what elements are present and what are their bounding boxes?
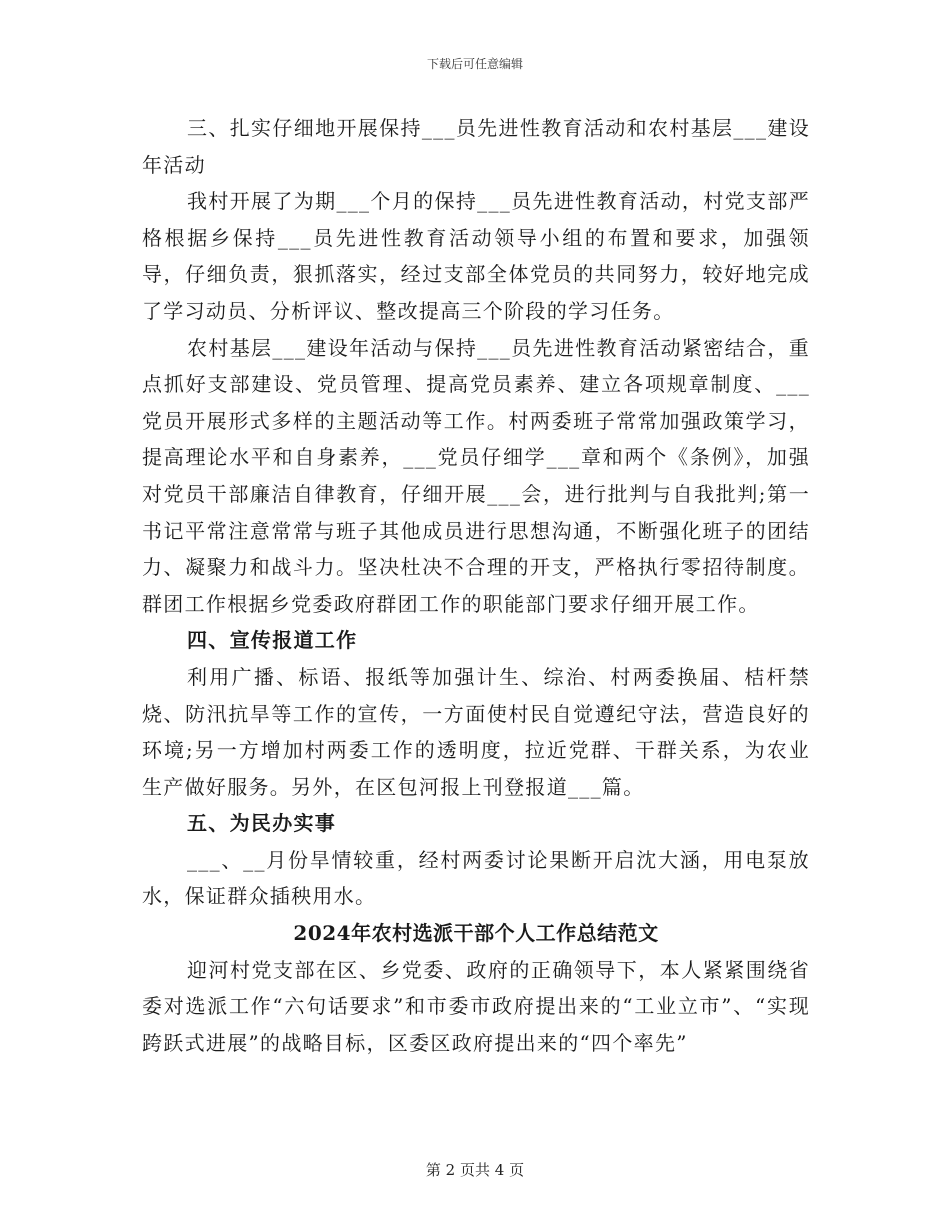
- paragraph: 我村开展了为期___个月的保持___员先进性教育活动，村党支部严格根据乡保持___员先进性教育活动领导小组的布置和要求，加强领导，仔细负责，狠抓落实，经过支部全体党员的共同努力，较好地完成了学习动员、分析评议、整改提高三个阶段的学习任务。: [142, 189, 810, 323]
- page-header: 下载后可任意编辑: [426, 57, 523, 71]
- section-5-heading: 五、为民办实事: [187, 811, 337, 836]
- page-footer: 第 2 页共 4 页: [425, 1161, 525, 1179]
- section-4-heading: 四、宣传报道工作: [187, 628, 358, 653]
- paragraph: ___、__月份旱情较重，经村两委讨论果断开启沈大涵，用电泵放水，保证群众插秧用水。: [142, 847, 810, 909]
- paragraph: 农村基层___建设年活动与保持___员先进性教育活动紧密结合，重点抓好支部建设、党员管理、提高党员素养、建立各项规章制度、___党员开展形式多样的主题活动等工作。村两委班子常常加强政策学习，提高理论水平和自身素养，___党员仔细学___章和两个《条例》，加强对党员干部廉洁自律教育，仔细开展___会，进行批判与自我批判;第一书记平常注意常常与班子其他成员进行思想沟通，不断强化班子的团结力、凝聚力和战斗力。坚决杜决不合理的开支，严格执行零招待制度。群团工作根据乡党委政府群团工作的职能部门要求仔细开展工作。: [142, 335, 810, 616]
- section-3-heading: 三、扎实仔细地开展保持___员先进性教育活动和农村基层___建设年活动: [142, 116, 810, 177]
- document-body: [142, 110, 810, 1061]
- paragraph: 迎河村党支部在区、乡党委、政府的正确领导下，本人紧紧围绕省委对选派工作“六句话要求”和市委市政府提出来的“工业立市”、“实现跨跃式进展”的战略目标，区委区政府提出来的“四个率先”: [142, 957, 810, 1055]
- paragraph: 利用广播、标语、报纸等加强计生、综治、村两委换届、桔杆禁烧、防汛抗旱等工作的宣传，一方面使村民自觉遵纪守法，营造良好的环境;另一方增加村两委工作的透明度，拉近党群、干群关系，为农业生产做好服务。另外，在区包河报上刊登报道___篇。: [142, 664, 810, 799]
- document-title: 2024年农村选派干部个人工作总结范文: [293, 921, 659, 946]
